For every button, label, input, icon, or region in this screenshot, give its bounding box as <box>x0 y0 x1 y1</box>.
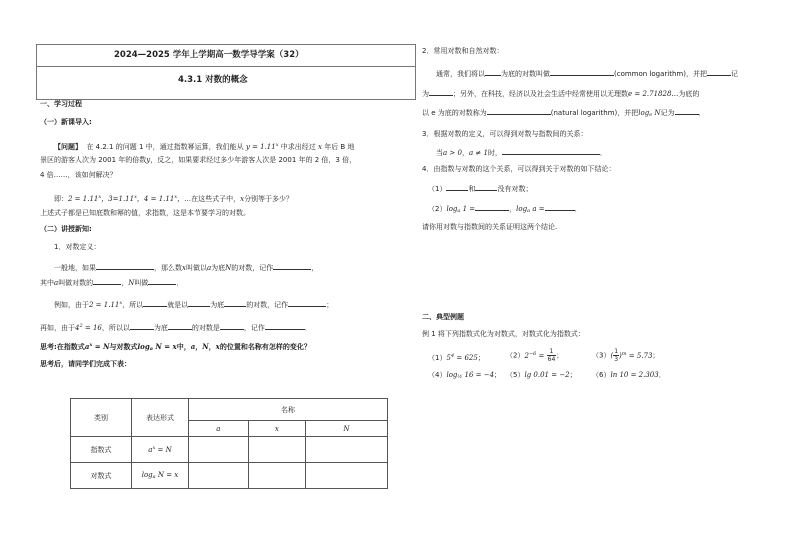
cell-blank[interactable] <box>248 463 305 489</box>
subsection-new-knowledge: （二）讲授新知: <box>40 225 92 233</box>
conclusion-2: $(2)\log_a$ 1 = ，$\log_a a$ = ． <box>428 205 582 214</box>
header-a: a <box>189 421 249 437</box>
think-line-2: 思考后，请同学们完成下表： <box>40 360 131 368</box>
section-learning-process: 一、学习过程 <box>40 100 82 108</box>
relation-condition: 当a > 0，a ≠ 1时， ． <box>436 149 607 157</box>
summary-line: 上述式子都是已知底数和幂的值，求指数，这是本节要学习的对数。 <box>40 209 250 217</box>
header-N: N <box>305 421 387 437</box>
row-log-form: $\log_a N = x$ <box>132 463 189 489</box>
header-form: 表达形式 <box>132 399 189 437</box>
comparison-table <box>70 398 388 489</box>
cell-blank[interactable] <box>305 463 387 489</box>
common-log-title: 2．常用对数和自然对数： <box>422 47 504 55</box>
example-line-1: 例如，由于$2 = 1.11^x$，所以 就是以 为底 的对数，记作 ； <box>54 300 334 309</box>
cell-blank[interactable] <box>248 437 305 463</box>
exercise-2: $(2)2^{-6}$ = $\frac{1}{64}$ ； <box>506 348 564 363</box>
cell-blank[interactable] <box>189 437 249 463</box>
lesson-title: 4.3.1 对数的概念 <box>178 75 248 85</box>
common-log-line-3: 以 e 为底的对数称为 (natural logarithm)，并把$\log_e N$记为 ． <box>422 109 706 118</box>
section-examples: 二、典型例题 <box>422 313 464 321</box>
definition-title: 1．对数定义： <box>54 243 101 251</box>
document-title: 2024—2025 学年上学期高一数学导学案（32） <box>114 50 304 60</box>
cell-blank[interactable] <box>189 463 249 489</box>
conclusion-title: 4．由指数与对数的这个关系，可以得到关于对数的如下结论： <box>422 165 616 173</box>
definition-line-1: 一般地，如果 ，那么数x叫做以a为底N的对数，记作 ， <box>54 264 319 272</box>
header-divider <box>36 66 415 67</box>
proof-instruction: 请你用对数与指数间的关系证明这两个结论. <box>422 223 558 231</box>
definition-line-2: 其中a叫做对数的 ，N叫做 ． <box>40 279 184 287</box>
subsection-intro: （一）新课导入: <box>40 118 92 126</box>
relation-title: 3．根据对数的定义，可以得到对数与指数间的关系： <box>422 130 588 138</box>
problem-line-1: 【问题】 在 4.2.1 的问题 1 中，通过指数幂运算，我们能从 $y = 1.11^x$ 中求出经过 x 年后 B 地 <box>54 142 355 151</box>
example-title: 例 1 将下列指数式化为对数式，对数式化为指数式： <box>422 330 585 338</box>
header-x: x <box>248 421 305 437</box>
problem-line-2: 景区的游客人次为 2001 年的倍数y，反之，如果要求经过多少年游客人次是 2001 年的 2 倍，3 倍， <box>40 156 357 164</box>
equations-line: 即：$2 = 1.11^x$，$3=1.11^x$，$4 = 1.11^x$，…在这些式子中，x分别等于多少？ <box>54 194 294 203</box>
problem-line-3: 4 倍……，该如何解决？ <box>40 171 117 179</box>
conclusion-1: （1） 和 没有对数； <box>428 185 533 193</box>
exercise-3: （3）( $\frac{1}{3}$ )$^m$ = 5.73； <box>592 348 660 363</box>
exercise-6: （6）ln 10 = 2.303． <box>592 371 666 379</box>
exercise-4: $(4)\log_{\frac{1}{2}}$ 16 = −4； <box>428 371 502 380</box>
common-log-line-1: 通常，我们将以 为底的对数叫做 (common logarithm)，并把 记 <box>436 70 738 78</box>
header-category: 类别 <box>71 399 132 437</box>
exercise-5: （5）lg 0.01 = −2； <box>506 371 577 379</box>
row-log-label: 对数式 <box>71 463 132 489</box>
think-line: 思考:在指数式$a^x = N$与对数式$\log_a N = x$中，a，N，x的位置和名称有怎样的变化？ <box>40 342 311 352</box>
header-name: 名称 <box>189 399 388 421</box>
row-exponential-form: $a^x = N$ <box>132 437 189 463</box>
example-line-2: 再如，由于$4^2 = 16$，所以以 为底 的对数是 ，记作 ． <box>40 323 312 332</box>
exercise-1: $(1)5^4 = 625$； <box>428 353 485 362</box>
common-log-line-2: 为 ；另外，在科技，经济以及社会生活中经常使用以无理数e = 2.71828…为底的 <box>422 90 700 98</box>
cell-blank[interactable] <box>305 437 387 463</box>
row-exponential-label: 指数式 <box>71 437 132 463</box>
